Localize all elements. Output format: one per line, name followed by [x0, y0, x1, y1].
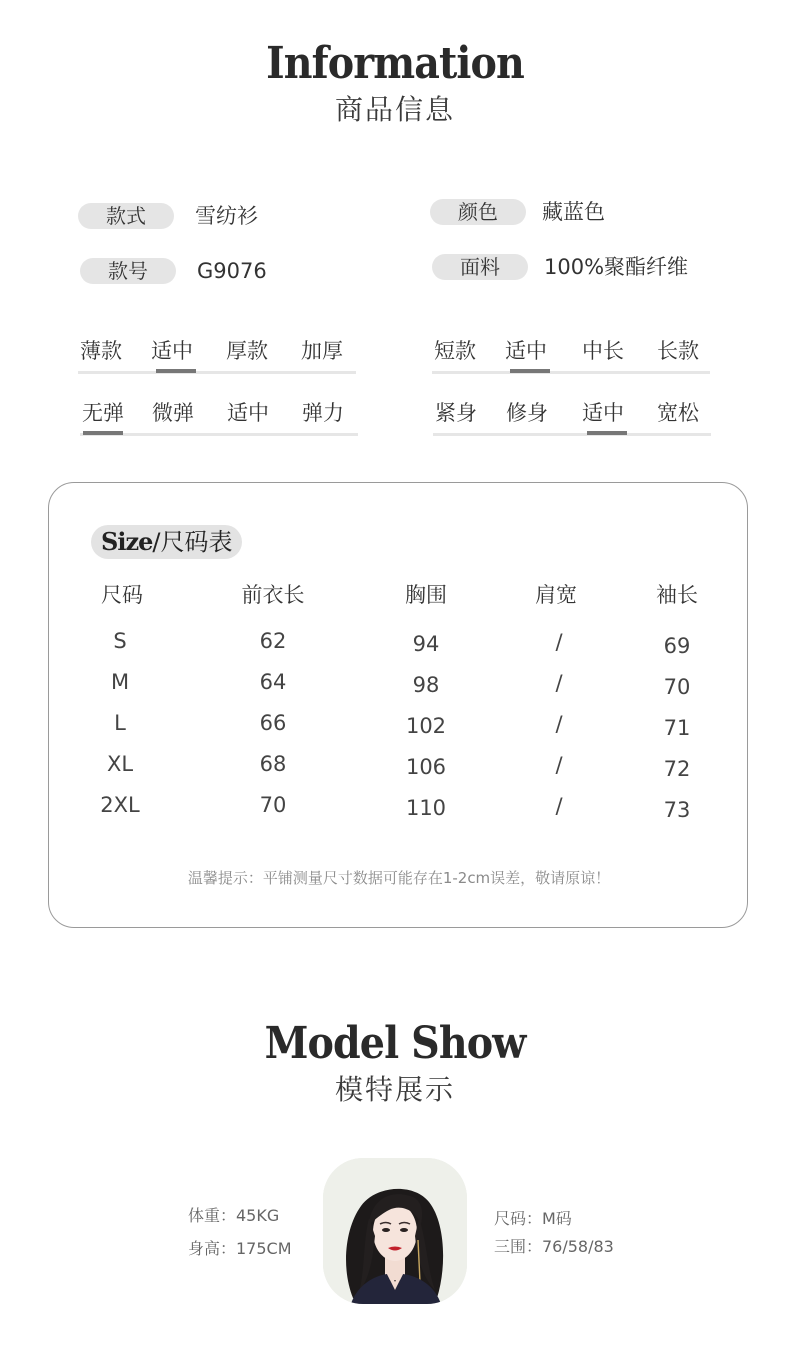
table-cell: 70 — [259, 793, 287, 817]
scale-option: 适中 — [582, 401, 624, 425]
scale-selected-marker — [510, 369, 550, 373]
scale-option: 适中 — [505, 339, 547, 363]
size-col-header: 前衣长 — [241, 583, 305, 607]
field-label-code: 款号 — [80, 258, 176, 284]
table-cell: S — [113, 629, 127, 653]
scale-option: 加厚 — [301, 339, 343, 363]
model-weight: 体重：45KG — [188, 1206, 280, 1225]
size-col-header: 胸围 — [405, 583, 447, 607]
model-size: 尺码：M码 — [494, 1209, 572, 1228]
field-label-style: 款式 — [78, 203, 174, 229]
scale-selected-marker — [587, 431, 627, 435]
table-cell: / — [555, 630, 563, 654]
table-cell: 62 — [259, 629, 287, 653]
info-title-en: Information — [266, 38, 524, 89]
scale-selected-marker — [156, 369, 196, 373]
table-cell: 69 — [663, 634, 691, 658]
field-label-fabric: 面料 — [432, 254, 528, 280]
size-col-header: 肩宽 — [535, 583, 577, 607]
field-value-fabric: 100%聚酯纤维 — [544, 255, 689, 279]
field-value-color: 藏蓝色 — [542, 200, 605, 224]
size-tag-cn: 尺码表 — [160, 528, 233, 556]
model-photo — [323, 1158, 467, 1304]
field-value-code: G9076 — [197, 259, 267, 283]
scale-track — [78, 371, 356, 374]
table-cell: 110 — [405, 796, 447, 820]
table-cell: 94 — [412, 632, 440, 656]
scale-track — [433, 433, 711, 436]
size-col-header: 尺码 — [101, 583, 143, 607]
scale-option: 修身 — [506, 401, 548, 425]
table-cell: 98 — [412, 673, 440, 697]
field-label-color: 颜色 — [430, 199, 526, 225]
table-cell: 70 — [663, 675, 691, 699]
table-cell: / — [555, 794, 563, 818]
scale-option: 适中 — [227, 401, 269, 425]
scale-fit — [433, 398, 711, 438]
model-height: 身高：175CM — [188, 1239, 292, 1258]
size-chart-card — [48, 482, 748, 928]
model-title-en: Model Show — [264, 1018, 526, 1069]
scale-thickness — [78, 336, 356, 376]
scale-option: 中长 — [582, 339, 624, 363]
table-cell: 72 — [663, 757, 691, 781]
table-cell: 73 — [663, 798, 691, 822]
table-cell: XL — [106, 752, 134, 776]
scale-option: 紧身 — [435, 401, 477, 425]
scale-track — [432, 371, 710, 374]
size-tag-sep: / — [152, 528, 161, 556]
scale-length — [432, 336, 710, 376]
scale-elasticity — [80, 398, 358, 438]
table-cell: 2XL — [100, 793, 140, 817]
table-cell: / — [555, 753, 563, 777]
table-cell: 68 — [259, 752, 287, 776]
scale-option: 厚款 — [226, 339, 268, 363]
info-title-cn: 商品信息 — [334, 93, 455, 126]
scale-option: 适中 — [151, 339, 193, 363]
model-portrait-icon — [323, 1158, 467, 1304]
table-cell: 102 — [405, 714, 447, 738]
field-value-style: 雪纺衫 — [195, 204, 258, 228]
scale-option: 宽松 — [657, 401, 699, 425]
table-cell: / — [555, 671, 563, 695]
size-col-header: 袖长 — [656, 583, 698, 607]
table-cell: M — [110, 670, 130, 694]
model-title-cn: 模特展示 — [334, 1073, 455, 1106]
scale-option: 薄款 — [80, 339, 122, 363]
scale-option: 微弹 — [152, 401, 194, 425]
scale-option: 无弹 — [82, 401, 124, 425]
scale-selected-marker — [83, 431, 123, 435]
scale-option: 弹力 — [302, 401, 344, 425]
size-tag-en: Size — [101, 527, 153, 556]
table-cell: 66 — [259, 711, 287, 735]
model-measurements: 三围：76/58/83 — [494, 1237, 614, 1256]
scale-option: 短款 — [434, 339, 476, 363]
size-note: 温馨提示：平铺测量尺寸数据可能存在1-2cm误差，敬请原谅！ — [187, 869, 611, 887]
table-cell: L — [114, 711, 126, 735]
scale-option: 长款 — [657, 339, 699, 363]
table-cell: 106 — [405, 755, 447, 779]
table-cell: 71 — [663, 716, 691, 740]
size-chart-tag — [91, 525, 242, 559]
table-cell: / — [555, 712, 563, 736]
table-cell: 64 — [259, 670, 287, 694]
